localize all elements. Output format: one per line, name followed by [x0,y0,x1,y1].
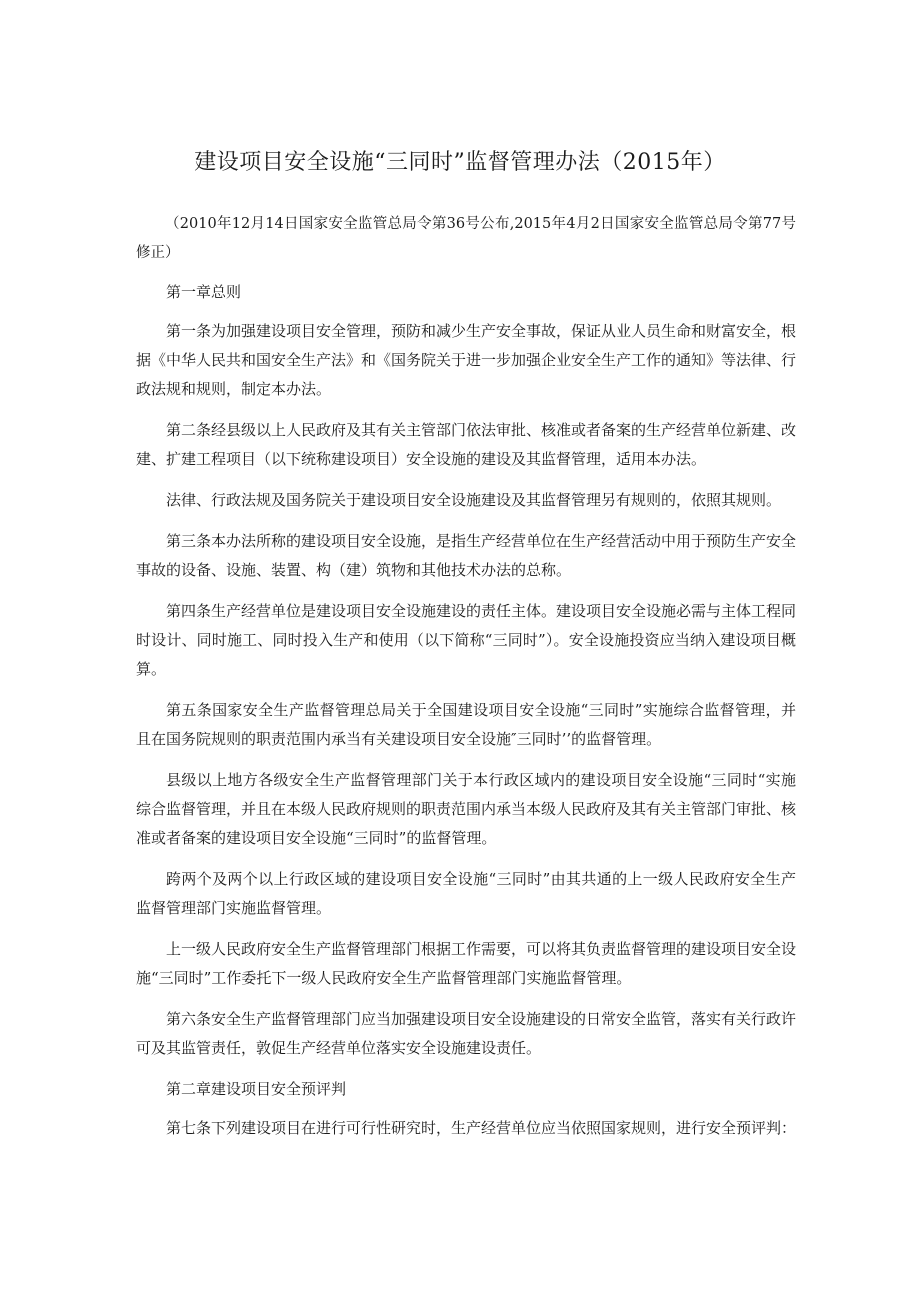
chapter-heading: 第一章总则 [166,283,242,301]
document-title: 建设项目安全设施“三同时”监督管理办法（2015年） [194,150,726,175]
document-subtitle: （2010年12月14日国家安全监管总局令第36号公布,2015年4月2日国家安全监管总局令第77号修正） [136,216,796,261]
article-paragraph: 法律、行政法规及国务院关于建设项目安全设施建设及其监督管理另有规则的，依照其规则。 [166,491,782,509]
article-paragraph: 第三条本办法所称的建设项目安全设施，是指生产经营单位在生产经营活动中用于预防生产安全事故的设备、设施、装置、构（建）筑物和其他技术办法的总称。 [136,532,797,579]
chapter-heading: 第二章建设项目安全预评判 [166,1080,347,1098]
article-paragraph: 上一级人民政府安全生产监督管理部门根据工作需要，可以将其负责监督管理的建设项目安全设施“三同时”工作委托下一级人民政府安全生产监督管理部门实施监督管理。 [136,940,797,987]
article-paragraph: 跨两个及两个以上行政区域的建设项目安全设施“三同时”由其共通的上一级人民政府安全生产监督管理部门实施监督管理。 [136,870,796,917]
article-paragraph: 第六条安全生产监督管理部门应当加强建设项目安全设施建设的日常安全监管，落实有关行政许可及其监管责任，敦促生产经营单位落实安全设施建设责任。 [136,1010,797,1057]
document-body [136,210,796,1155]
article-paragraph: 县级以上地方各级安全生产监督管理部门关于本行政区域内的建设项目安全设施“三同时“实施综合监督管理，并且在本级人民政府规则的职责范围内承当本级人民政府及其有关主管部门审批、核准或者备案的建设项目安全设施“三同时”的监督管理。 [136,771,797,847]
article-paragraph: 第四条生产经营单位是建设项目安全设施建设的责任主体。建设项目安全设施必需与主体工程同时设计、同时施工、同时投入生产和使用（以下简称“三同时”）。安全设施投资应当纳入建设项目概算。 [136,602,797,678]
article-paragraph: 第二条经县级以上人民政府及其有关主管部门依法审批、核准或者备案的生产经营单位新建、改建、扩建工程项目（以下统称建设项目）安全设施的建设及其监督管理，适用本办法。 [136,421,797,468]
article-paragraph: 第七条下列建设项目在进行可行性研究时，生产经营单位应当依照国家规则，进行安全预评判： [166,1119,797,1137]
article-paragraph: 第一条为加强建设项目安全管理，预防和减少生产安全事故，保证从业人员生命和财富安全，根据《中华人民共和国安全生产法》和《国务院关于进一步加强企业安全生产工作的通知》等法律、行政法规和规则，制定本办法。 [136,322,797,398]
article-paragraph: 第五条国家安全生产监督管理总局关于全国建设项目安全设施“三同时”实施综合监督管理，并且在国务院规则的职责范围内承当有关建设项目安全设施″三同时’’的监督管理。 [136,701,796,748]
